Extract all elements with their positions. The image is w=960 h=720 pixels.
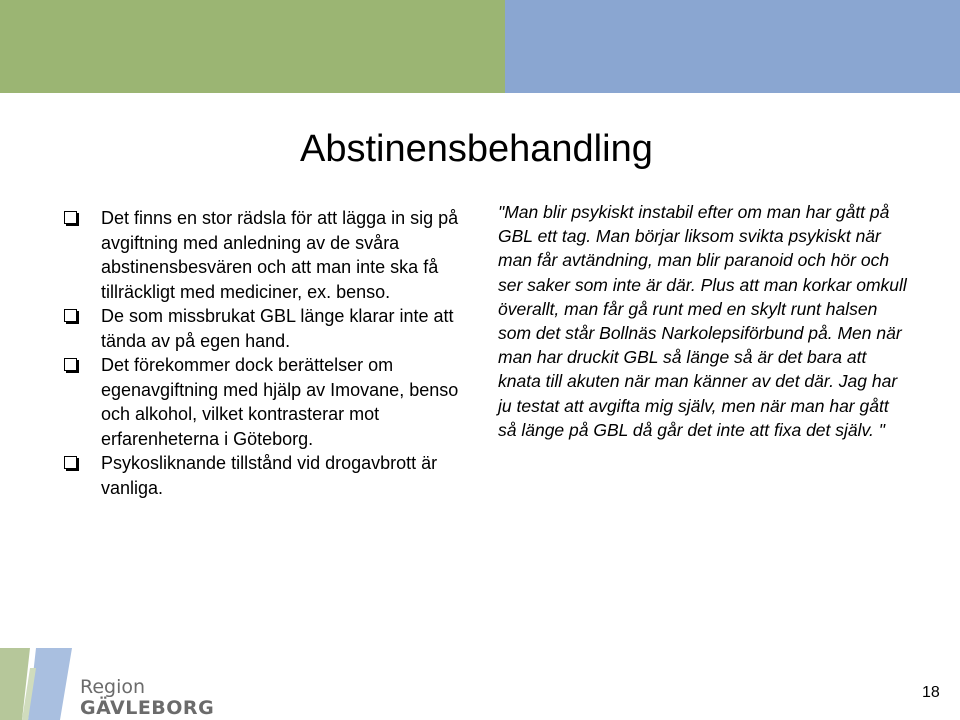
checkbox-bullet-icon	[64, 456, 77, 469]
header-band-blue	[505, 0, 960, 93]
bullet-text: Det förekommer dock berättelser om egenavgiftning med hjälp av Imovane, benso och alkohol, vilket kontrasterar mot erfarenheterna i Göteborg.	[101, 355, 459, 449]
bullet-item	[64, 206, 484, 304]
page-number: 18	[922, 684, 940, 701]
logo-line-region: Region	[80, 676, 146, 698]
region-logo	[80, 677, 214, 719]
bullet-item	[64, 304, 484, 353]
checkbox-bullet-icon	[64, 211, 77, 224]
logo-line-gavleborg: GÄVLEBORG	[80, 697, 215, 719]
bullet-text: De som missbrukat GBL länge klarar inte att tända av på egen hand.	[101, 306, 454, 351]
bullet-item	[64, 451, 484, 500]
bullet-text: Det finns en stor rädsla för att lägga in sig på avgiftning med anledning av de svåra abstinensbesvären och att man inte ska få tillräckligt med mediciner, ex. benso.	[101, 208, 459, 302]
quote-text: "Man blir psykiskt instabil efter om man har gått på GBL ett tag. Man börjar liksom svikta psykiskt när man får avtändning, man blir paranoid och hör och ser saker som inte är där. Plus att man korkar omkull överallt, man får gå runt med en skylt runt halsen som det står Bollnäs Narkolepsiförbund på. Men när man har druckit GBL så länge så är det bara att knata till akuten när man känner av det där. Jag har ju testat att avgifta mig själv, men när man har gått så länge på GBL då går det inte att fixa det själv. "	[498, 202, 907, 440]
slide-title: Abstinensbehandling	[300, 128, 653, 170]
bullet-text: Psykosliknande tillstånd vid drogavbrott är vanliga.	[101, 453, 438, 498]
header-band-green	[0, 0, 505, 93]
checkbox-bullet-icon	[64, 309, 77, 322]
bullet-list	[64, 206, 484, 500]
bullet-item	[64, 353, 484, 451]
region-logo-icon	[0, 648, 76, 720]
checkbox-bullet-icon	[64, 358, 77, 371]
